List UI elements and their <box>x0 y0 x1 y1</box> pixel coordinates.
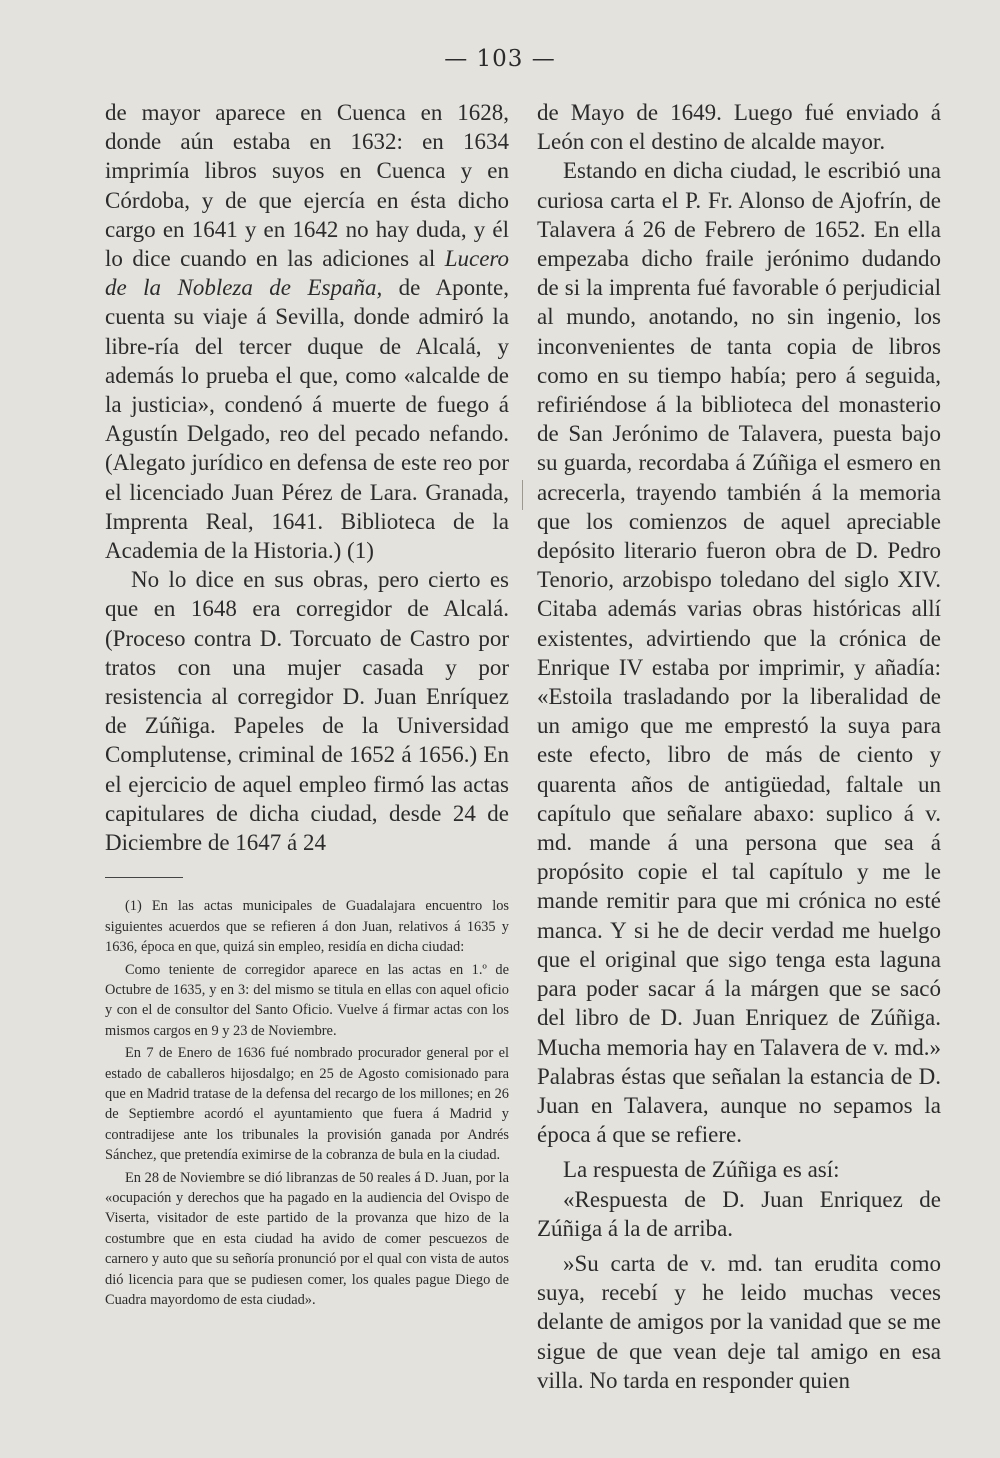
left-paragraph-1-rest: de Aponte, cuenta su viaje á Sevilla, donde admiró la libre-ría del tercer duque de Alcalá, y además lo prueba el que, como «alcalde de la justicia», condenó á muerte de fuego á Agustín Delgado, reo del pecado nefando. (Alegato jurídico en defensa de este reo por el licenciado Juan Pérez de Lara. Granada, Imprenta Real, 1641. Biblioteca de la Academia de la Historia.) (1) <box>105 275 510 564</box>
left-column <box>105 98 509 1310</box>
footnote-divider <box>105 877 183 878</box>
page-number: — 103 — <box>444 46 556 72</box>
left-paragraph-2: No lo dice en sus obras, pero cierto es que en 1648 era corregidor de Alcalá. (Proceso contra D. Torcuato de Castro por tratos con una mujer casada y por resistencia al corregidor D. Juan Enríquez de Zúñiga. Papeles de la Universidad Complutense, criminal de 1652 á 1656.) En el ejercicio de aquel empleo firmó las actas capitulares de dicha ciudad, desde 24 de Diciembre de 1647 á 24 <box>105 567 509 856</box>
right-column <box>537 98 941 1395</box>
right-paragraph-5: »Su carta de v. md. tan erudita como suya, recebí y he leido muchas veces delante de amigos por la vanidad que se me sigue de que vean deje tal amigo en esa villa. No tarda en responder quien <box>537 1250 941 1393</box>
right-paragraph-1: de Mayo de 1649. Luego fué enviado á León con el destino de alcalde mayor. <box>537 100 941 155</box>
column-rule <box>522 480 523 510</box>
footnote-2: Como teniente de corregidor aparece en las actas en 1.º de Octubre de 1635, y en 3: del mismo se titula en ellas con aquel oficio y con el de consultor del Santo Oficio. Vuelve á firmar actas con los mismos cargos en 9 y 23 de Noviembre. <box>105 961 509 1039</box>
footnote-4: En 28 de Noviembre se dió libranzas de 50 reales á D. Juan, por la «ocupación y derechos que ha pagado en la audiencia del Ovispo de Viserta, visitador de este partido de la provanza que hizo de la costumbre que en esta ciudad ha avido de comer pescuezos de carnero y auto que su señoría pronunció por el qual con vista de autos dió licencia para que se pudiesen comer, los quales pague Diego de Cuadra mayordomo de esta ciudad». <box>105 1169 509 1308</box>
right-paragraph-4: «Respuesta de D. Juan Enriquez de Zúñiga á la de arriba. <box>537 1186 941 1241</box>
right-paragraph-2: Estando en dicha ciudad, le escribió una curiosa carta el P. Fr. Alonso de Ajofrín, de Talavera á 26 de Febrero de 1652. En ella empezaba dicho fraile jerónimo dudando de si la imprenta fué favorable ó perjudicial al mundo, anotando, no sin ingenio, los inconvenientes de tanta copia de libros como en su tiempo había; pero á seguida, refiriéndose á la biblioteca del monasterio de San Jerónimo de Talavera, puesta bajo su guarda, recordaba á Zúñiga el esmero en acrecerla, trayendo también á la memoria que los comienzos de aquel apreciable depósito literario fueron obra de D. Pedro Tenorio, arzobispo toledano del siglo XIV. Citaba además varias obras históricas allí existentes, advirtiendo que la crónica de Enrique IV estaba por imprimir, y añadía: «Estoila trasladando por la liberalidad de un amigo que me emprestó la suya para este efecto, libro de más de ciento y quarenta años de antigüedad, faltale un capítulo que señalare abaxo: suplico á v. md. mande á una persona que sea á propósito copie el tal capítulo y me le mande remitir para que mi crónica no esté manca. Y si he de decir verdad me huelgo que el original que sigo tenga esta laguna para poder sacar á la márgen que se sacó del libro de D. Juan Enriquez de Zúñiga. Mucha memoria hay en Talavera de v. md.» Palabras éstas que señalan la estancia de D. Juan en Talavera, aunque no sepamos la época á que se refiere. <box>537 158 941 1148</box>
footnote-3: En 7 de Enero de 1636 fué nombrado procurador general por el estado de caballeros hijosdalgo; en 25 de Agosto comisionado para que en Madrid tratase de la defensa del recargo de los millones; en 26 de Septiembre acordó el ayuntamiento que fuera á Madrid y contradijese ante los tribunales la provisión ganada por Andrés Sánchez, que pretendía eximirse de la cobranza de bula en la ciudad. <box>105 1045 509 1164</box>
book-title-italic: Lucero de la Nobleza de España, <box>105 246 510 301</box>
footnotes <box>105 896 509 1310</box>
left-paragraph-1 <box>105 98 509 565</box>
left-paragraph-1-text: de mayor aparece en Cuenca en 1628, donde aún estaba en 1632: en 1634 imprimía libros suyos en Cuenca y en Córdoba, y de que ejercía en ésta dicho cargo en 1641 y en 1642 no hay duda, y él lo dice cuando en las adiciones al <box>105 100 509 272</box>
footnote-1: (1) En las actas municipales de Guadalajara encuentro los siguientes acuerdos que se refieren á don Juan, relativos á 1635 y 1636, época en que, quizá sin empleo, residía en dicha ciudad: <box>105 898 509 956</box>
right-paragraph-3: La respuesta de Zúñiga es así: <box>563 1157 840 1183</box>
